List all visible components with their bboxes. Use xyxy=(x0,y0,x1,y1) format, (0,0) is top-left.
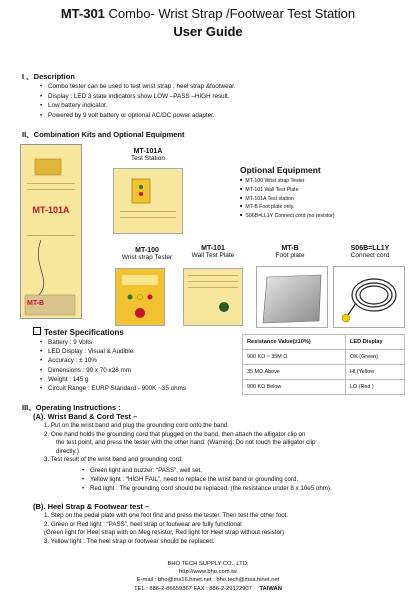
list-item: • Combo tester can be used to test wrist strap , heel strap &footwear. xyxy=(48,82,236,92)
mt101a-illustration xyxy=(114,169,182,233)
heel-test-steps xyxy=(44,512,414,546)
step-text: 1. Put on the wrist band and plug the grounding cord onto the band. xyxy=(44,422,230,429)
document-subtitle: User Guide xyxy=(173,24,243,39)
email-text: E-mail : bho@ms16.hinet.net ; bho.tech@msa.hinet.net xyxy=(136,577,280,584)
list-item: • Circuit Range : EURP Standard - 900K ~35 ohms xyxy=(48,384,186,393)
list-item: ■ MT-101 Wall Test Plate xyxy=(240,186,390,195)
product-name: MT-B xyxy=(281,245,299,252)
product-name: S06B=LL1Y xyxy=(350,245,390,252)
optional-title: Optional Equipment xyxy=(240,165,321,175)
kits-heading: II、Combination Kits and Optional Equipment xyxy=(22,130,185,139)
mt101-image xyxy=(183,268,243,326)
website-link[interactable]: http://www.bho.com.tw xyxy=(179,569,237,576)
mt101a-caption xyxy=(118,148,178,162)
table-header-row xyxy=(243,335,405,350)
mt100-illustration xyxy=(116,269,164,325)
step-text: (Green light for Heel strap with on Meg resistor, Red light for Heel strap without resistor) xyxy=(44,529,285,537)
list-item: ■ S06B=LL1Y Connect cord (no resistor) xyxy=(240,212,390,221)
table-cell: 35 MΩ Above xyxy=(243,365,346,380)
footer xyxy=(0,560,416,593)
step-text: 3. Test result of the wrist band and grounding cord: xyxy=(44,456,183,464)
list-item: ■ MT-100 Wrist strap Tester xyxy=(240,177,390,186)
step-text: 3. Yellow light : The heel strap or footwear should be replaced. xyxy=(44,537,215,545)
title-text: Combo- Wrist Strap /Footwear Test Station xyxy=(104,6,356,21)
model-number: MT-301 xyxy=(60,6,105,21)
checkbox-icon xyxy=(33,327,41,335)
resistance-table xyxy=(242,334,405,395)
connect-cord-illustration xyxy=(334,267,404,327)
table-row xyxy=(243,365,405,380)
step-text: the test point, and press the tester with the other hand. (Warning: Do not touch the alligator clip xyxy=(56,439,316,447)
product-name: MT-100 xyxy=(135,247,159,254)
mt101-illustration xyxy=(184,269,242,325)
list-item: ■ MT-101A Test station xyxy=(240,195,390,204)
step-text: directly.) xyxy=(56,447,79,455)
step-text: 2. One hand holds the grounding cord that plugged on the band, then attach the alligator clip on xyxy=(44,430,306,438)
photo-label: MT-101A xyxy=(32,205,70,215)
description-list xyxy=(48,82,236,120)
step-text: 1. Step on the pedal plate with one foot first and press the tester. Then test the other foot. xyxy=(44,512,289,519)
mt101a-image xyxy=(113,168,183,234)
contact-line xyxy=(0,585,416,593)
product-name: MT-101 xyxy=(201,245,225,252)
specs-list xyxy=(48,338,186,393)
test-station-illustration xyxy=(21,145,81,318)
product-mt100-caption xyxy=(112,247,182,261)
step-text: 2. Green or Red light : “PASS”, heel strap or footwear are fully functional xyxy=(44,520,242,528)
phone-fax-text: TEL : 886-2-86659367 FAX : 886-2-29122907 xyxy=(134,585,252,592)
mt100-image xyxy=(115,268,165,326)
product-caption: Wrist strap Tester xyxy=(121,254,173,261)
specs-heading-text: Tester Specifications xyxy=(44,328,124,337)
product-caption: Foot plate xyxy=(275,252,305,259)
product-name: MT-101A xyxy=(133,148,163,155)
product-mtb-caption xyxy=(255,245,325,259)
country-text: TAIWAN xyxy=(259,585,282,592)
table-row xyxy=(243,380,405,395)
document-title xyxy=(0,6,416,21)
wrist-test-steps xyxy=(44,422,414,465)
optional-equipment xyxy=(240,165,390,221)
mtb-image xyxy=(256,266,328,328)
table-cell: 900 KΩ ~ 35M Ω xyxy=(243,350,346,365)
s06b-image xyxy=(333,266,405,328)
operating-heading: III、Operating Instructions : xyxy=(22,403,121,412)
table-header: LED Display xyxy=(346,335,405,350)
specs-heading xyxy=(33,327,124,337)
company-name: BHO TECH SUPPLY CO., LTD. xyxy=(167,561,249,567)
list-item: • LED Display : Visual & Audible. xyxy=(48,347,186,356)
wrist-test-heading: (A). Wrist Band & Cord Test – xyxy=(33,412,138,421)
list-item: • Low battery indicator. xyxy=(48,101,236,111)
list-item: • Accuracy : ± 10% xyxy=(48,356,186,365)
test-station-photo xyxy=(20,144,82,319)
description-heading: I 、Description xyxy=(22,72,75,81)
table-cell: OK (Green) xyxy=(346,350,405,365)
table-cell: 900 KΩ Below xyxy=(243,380,346,395)
list-item: • Green light and buzzer: “PASS”, well set. xyxy=(90,466,332,475)
table-cell: LO (Red ) xyxy=(346,380,405,395)
list-item: • Dimensions : 90 x 70 x28 mm xyxy=(48,366,186,375)
product-s06b-caption xyxy=(335,245,405,259)
list-item: • Yellow light : “HIGH FAIL”, need to replace the wrist band or grounding cord. xyxy=(90,475,332,484)
heel-test-heading: (B). Heel Strap & Footwear test – xyxy=(33,502,150,511)
product-caption: Wall Test Plate xyxy=(191,252,235,259)
list-item: • Display : LED 3 state indicators show LOW –PASS –HIGH result. xyxy=(48,92,236,102)
list-item: • Weight : 145 g xyxy=(48,375,186,384)
list-item: • Powered by 9 volt battery or optional AC/DC power adapter. xyxy=(48,111,236,121)
list-item: • Red light : The grounding cord should be replaced. (the resistance under 8 x 10e5 ohm). xyxy=(90,484,332,493)
list-item: • Battery : 9 Volts xyxy=(48,338,186,347)
product-caption: Test Station xyxy=(131,155,165,162)
list-item: ■ MT-B Foot plate only. xyxy=(240,203,390,212)
mtb-illustration xyxy=(257,267,327,327)
table-row xyxy=(243,350,405,365)
wrist-results-list xyxy=(90,466,332,493)
photo-label-footplate: MT-B xyxy=(27,300,45,307)
product-mt101-caption xyxy=(182,245,244,259)
product-caption: Connect cord xyxy=(350,252,390,259)
table-header: Resistance Value(±10%) xyxy=(243,335,346,350)
optional-list xyxy=(240,177,390,221)
table-cell: HI (Yellow xyxy=(346,365,405,380)
